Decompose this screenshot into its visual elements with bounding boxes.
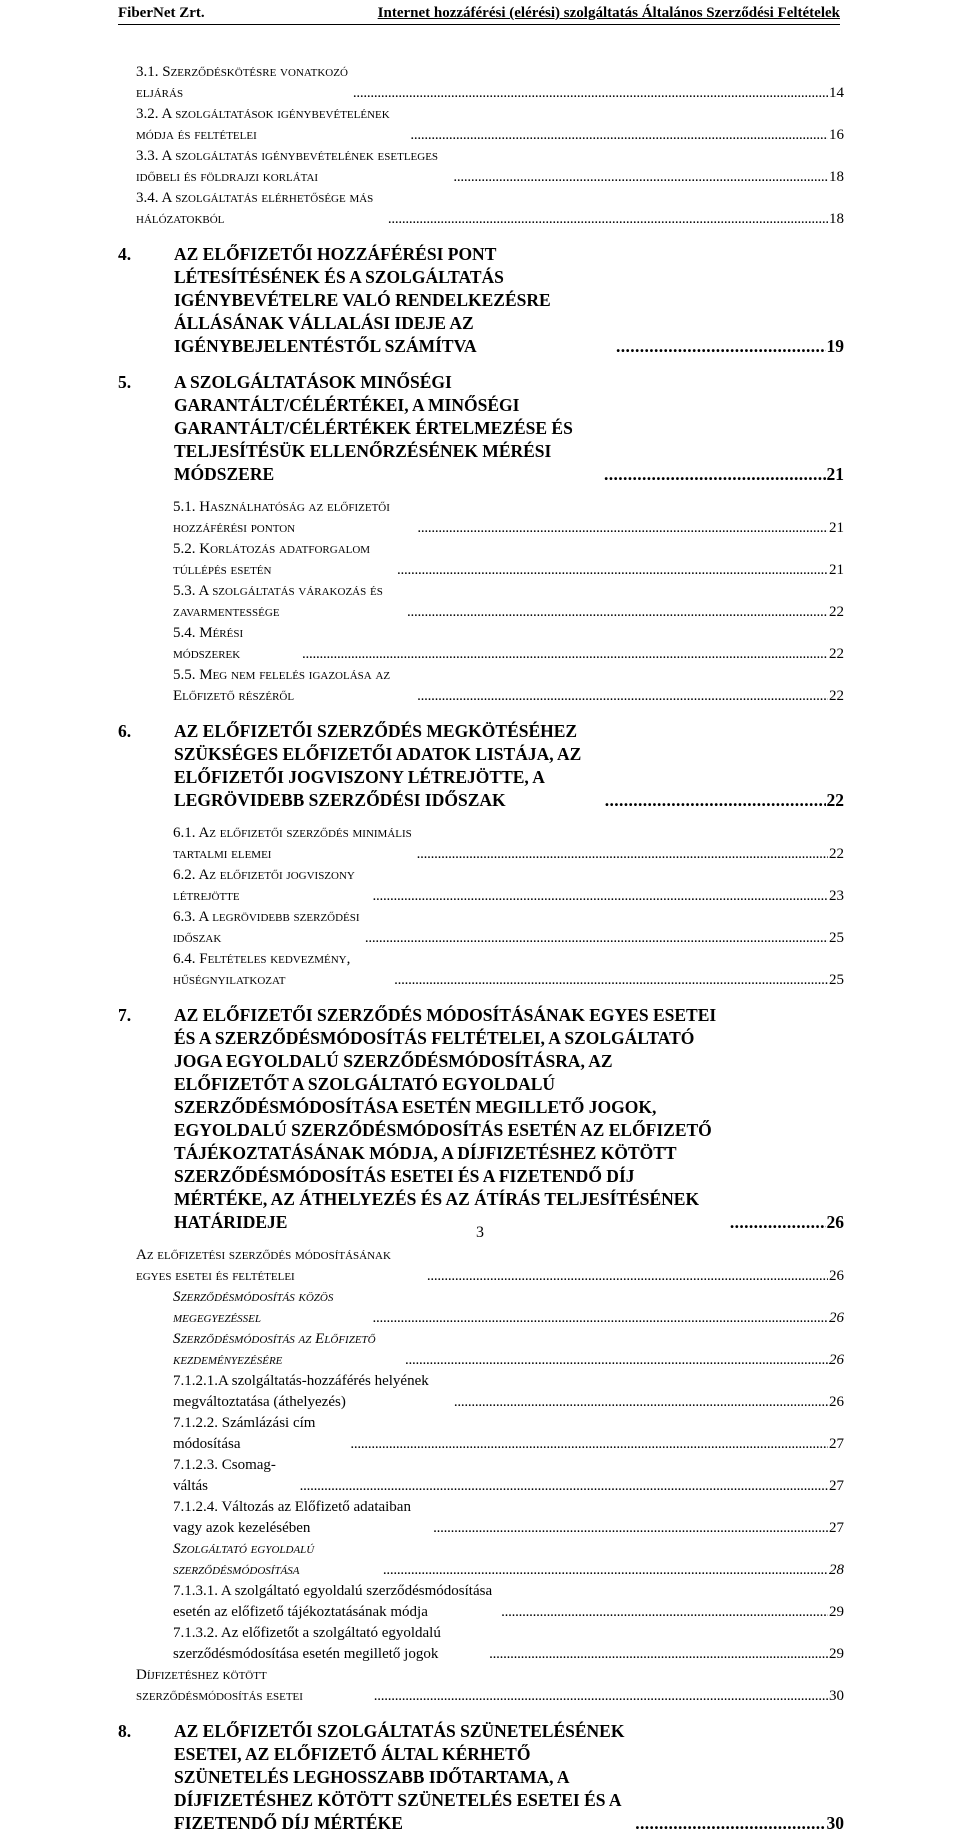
toc-entry-text: AZ ELŐFIZETŐI SZERZŐDÉS MEGKÖTÉSÉHEZ SZÜKSÉGES ELŐFIZETŐI ADATOK LISTÁJA, AZ ELŐFIZETŐI JOGVISZONY LÉTREJÖTTE, A LEGRÖVIDEBB SZERZŐDÉSI IDŐSZAK xyxy=(174,721,582,810)
toc-entry-text: 7.1.2.1.A szolgáltatás-hozzáférés helyének megváltoztatása (áthelyezés) xyxy=(173,1373,429,1410)
toc-entry-page: 21 xyxy=(826,464,844,484)
toc-entry[interactable] xyxy=(118,1720,844,1835)
toc-entry-text: 7.1.2.3. Csomag-váltás xyxy=(173,1457,276,1494)
toc-entry-title xyxy=(173,865,373,907)
toc-entry-title xyxy=(136,1245,427,1287)
toc-entry-page: 30 xyxy=(826,1813,844,1833)
toc-entry-text: 7.1.2.2. Számlázási cím módosítása xyxy=(173,1415,316,1452)
toc-entry-text: AZ ELŐFIZETŐI HOZZÁFÉRÉSI PONT LÉTESÍTÉSÉNEK ÉS A SZOLGÁLTATÁS IGÉNYBEVÉTELRE VALÓ RENDELKEZÉSRE ÁLLÁSÁNAK VÁLLALÁSI IDEJE AZ IGÉNYBEJELENTÉSTŐL SZÁMÍTVA xyxy=(174,244,551,356)
dot-leader xyxy=(383,1560,828,1581)
toc-entry-title xyxy=(136,146,453,188)
toc-entry-title xyxy=(173,823,417,865)
dot-leader xyxy=(501,1602,828,1623)
toc-entry-title xyxy=(173,1497,433,1539)
toc-entry-title xyxy=(173,1329,405,1371)
toc-entry-number: 3.3. xyxy=(136,148,159,164)
toc-entry[interactable] xyxy=(118,720,844,812)
dot-leader xyxy=(365,928,828,949)
toc-entry-number: 3.1. xyxy=(136,64,159,80)
dot-leader xyxy=(394,970,828,991)
toc-entry-page: 26 xyxy=(829,1352,844,1368)
toc-entry-text: Az előfizetői szerződés minimális tartalmi elemei xyxy=(173,825,412,862)
toc-entry-text: Meg nem felelés igazolása az Előfizető részéről xyxy=(173,667,391,704)
toc-entry-title xyxy=(136,104,410,146)
toc-entry-page: 26 xyxy=(829,1394,844,1410)
table-of-contents xyxy=(118,62,844,1846)
toc-entry-page: 26 xyxy=(829,1268,844,1284)
toc-entry-page: 22 xyxy=(829,688,844,704)
dot-leader xyxy=(372,1308,828,1329)
toc-entry-page: 18 xyxy=(829,211,844,227)
toc-entry[interactable] xyxy=(118,1665,844,1707)
dot-leader xyxy=(353,83,828,104)
toc-entry-page: 26 xyxy=(829,1310,844,1326)
toc-entry-number: 5. xyxy=(118,372,132,392)
dot-leader xyxy=(604,463,826,486)
toc-entry-page: 22 xyxy=(829,646,844,662)
toc-entry[interactable] xyxy=(118,623,844,665)
toc-entry-title xyxy=(173,665,417,707)
toc-entry[interactable] xyxy=(118,949,844,991)
toc-entry-page: 27 xyxy=(829,1478,844,1494)
toc-entry-title xyxy=(173,1623,489,1665)
dot-leader xyxy=(489,1644,828,1665)
toc-entry-title xyxy=(118,1004,730,1234)
toc-entry-page: 25 xyxy=(829,972,844,988)
toc-entry-title xyxy=(173,623,302,665)
toc-entry[interactable] xyxy=(118,539,844,581)
toc-entry[interactable] xyxy=(118,1455,844,1497)
toc-entry-text: Az előfizetési szerződés módosításának egyes esetei és feltételei xyxy=(136,1247,391,1284)
toc-entry-page: 27 xyxy=(829,1436,844,1452)
page-number: 3 xyxy=(476,1224,484,1241)
dot-leader xyxy=(417,518,828,539)
toc-entry-page: 28 xyxy=(829,1562,844,1578)
page-header xyxy=(118,4,840,24)
toc-entry-title xyxy=(173,1413,350,1455)
dot-leader xyxy=(374,1686,828,1707)
toc-entry-page: 26 xyxy=(826,1212,844,1232)
toc-entry-text: A szolgáltatás igénybevételének esetleges időbeli és földrajzi korlátai xyxy=(136,148,439,185)
toc-entry-page: 29 xyxy=(829,1604,844,1620)
toc-entry[interactable] xyxy=(118,823,844,865)
toc-entry-page: 16 xyxy=(829,127,844,143)
toc-entry-text: 7.1.2.4. Változás az Előfizető adataiban vagy azok kezelésében xyxy=(173,1499,411,1536)
toc-entry-page: 22 xyxy=(829,846,844,862)
toc-entry-number: 6.3. xyxy=(173,909,196,925)
toc-entry-title xyxy=(173,539,397,581)
toc-entry-number: 5.3. xyxy=(173,583,196,599)
toc-entry-text: Szerződésmódosítás közös megegyezéssel xyxy=(173,1289,334,1326)
toc-entry-number: 5.5. xyxy=(173,667,196,683)
dot-leader xyxy=(397,560,828,581)
toc-entry[interactable] xyxy=(118,1329,844,1371)
toc-entry-page: 22 xyxy=(829,604,844,620)
toc-entry[interactable] xyxy=(118,1245,844,1287)
toc-entry[interactable] xyxy=(118,1287,844,1329)
toc-entry-title xyxy=(173,1371,454,1413)
dot-leader xyxy=(605,789,826,812)
dot-leader xyxy=(388,209,828,230)
toc-entry[interactable] xyxy=(118,907,844,949)
toc-entry-text: Korlátozás adatforgalom túllépés esetén xyxy=(173,541,371,578)
dot-leader xyxy=(417,844,828,865)
toc-entry-text: A legrövidebb szerződési időszak xyxy=(173,909,360,946)
dot-leader xyxy=(350,1434,828,1455)
toc-entry[interactable] xyxy=(118,1497,844,1539)
toc-entry-page: 29 xyxy=(829,1646,844,1662)
toc-entry-text: 7.1.3.2. Az előfizetőt a szolgáltató egyoldalú szerződésmódosítása esetén megillető jogok xyxy=(173,1625,441,1662)
toc-entry[interactable] xyxy=(118,497,844,539)
toc-entry[interactable] xyxy=(118,371,844,486)
toc-entry-title xyxy=(173,1539,383,1581)
toc-entry[interactable] xyxy=(118,188,844,230)
toc-entry-title xyxy=(118,243,616,358)
dot-leader xyxy=(616,335,826,358)
header-rule xyxy=(118,24,840,25)
dot-leader xyxy=(635,1812,825,1835)
toc-entry-page: 25 xyxy=(829,930,844,946)
toc-entry-title xyxy=(136,188,388,230)
dot-leader xyxy=(417,686,828,707)
toc-entry-number: 3.2. xyxy=(136,106,159,122)
toc-entry-title xyxy=(173,1455,300,1497)
dot-leader xyxy=(453,167,828,188)
toc-entry[interactable] xyxy=(118,104,844,146)
toc-entry-title xyxy=(173,497,417,539)
toc-entry[interactable] xyxy=(118,1413,844,1455)
toc-entry[interactable] xyxy=(118,243,844,358)
toc-entry[interactable] xyxy=(118,865,844,907)
dot-leader xyxy=(405,1350,828,1371)
toc-entry-text: Díjfizetéshez kötött szerződésmódosítás esetei xyxy=(136,1667,303,1704)
toc-entry-title xyxy=(173,949,394,991)
dot-leader xyxy=(427,1266,828,1287)
toc-entry-page: 19 xyxy=(826,336,844,356)
toc-entry[interactable] xyxy=(118,1623,844,1665)
company-name: FiberNet Zrt. xyxy=(118,5,205,21)
toc-entry[interactable] xyxy=(118,1539,844,1581)
toc-entry-page: 21 xyxy=(829,520,844,536)
dot-leader xyxy=(433,1518,828,1539)
dot-leader xyxy=(373,886,828,907)
toc-entry-number: 5.1. xyxy=(173,499,196,515)
toc-entry-number: 6.4. xyxy=(173,951,196,967)
toc-entry-title xyxy=(136,62,353,104)
dot-leader xyxy=(407,602,828,623)
toc-entry-number: 5.2. xyxy=(173,541,196,557)
toc-entry-page: 14 xyxy=(829,85,844,101)
toc-entry-text: A SZOLGÁLTATÁSOK MINŐSÉGI GARANTÁLT/CÉLÉRTÉKEI, A MINŐSÉGI GARANTÁLT/CÉLÉRTÉKEK ÉRTELMEZÉSE ÉS TELJESÍTÉSÜK ELLENŐRZÉSÉNEK MÉRÉSI MÓDSZERE xyxy=(174,372,573,484)
toc-entry-title xyxy=(173,1287,372,1329)
toc-entry-title xyxy=(118,720,605,812)
dot-leader xyxy=(410,125,828,146)
toc-entry-text: Szerződéskötésre vonatkozó eljárás xyxy=(136,64,348,101)
toc-entry-text: A szolgáltatások igénybevételének módja és feltételei xyxy=(136,106,390,143)
toc-entry-title xyxy=(173,581,407,623)
toc-entry-text: Használhatóság az előfizetői hozzáférési ponton xyxy=(173,499,390,536)
toc-entry-text: Az előfizetői jogviszony létrejötte xyxy=(173,867,355,904)
toc-entry-number: 8. xyxy=(118,1721,132,1741)
toc-entry-page: 18 xyxy=(829,169,844,185)
toc-entry-number: 6.2. xyxy=(173,867,196,883)
toc-entry-title xyxy=(118,371,604,486)
toc-entry[interactable] xyxy=(118,146,844,188)
toc-entry-title xyxy=(136,1665,374,1707)
toc-entry-text: 7.1.3.1. A szolgáltató egyoldalú szerződésmódosítása esetén az előfizető tájékoztatásának módja xyxy=(173,1583,493,1620)
toc-entry-number: 6.1. xyxy=(173,825,196,841)
toc-entry-title xyxy=(118,1720,635,1835)
toc-entry-number: 6. xyxy=(118,721,132,741)
toc-entry-text: A szolgáltatás várakozás és zavarmentessége xyxy=(173,583,383,620)
toc-entry-text: AZ ELŐFIZETŐI SZOLGÁLTATÁS SZÜNETELÉSÉNEK ESETEI, AZ ELŐFIZETŐ ÁLTAL KÉRHETŐ SZÜNETELÉS LEGHOSSZABB IDŐTARTAMA, A DÍJFIZETÉSHEZ KÖTÖTT SZÜNETELÉS ESETEI ÉS A FIZETENDŐ DÍJ MÉRTÉKE xyxy=(174,1721,625,1833)
toc-entry[interactable] xyxy=(118,665,844,707)
toc-entry-number: 5.4. xyxy=(173,625,196,641)
toc-entry[interactable] xyxy=(118,1371,844,1413)
toc-entry-page: 23 xyxy=(829,888,844,904)
toc-entry-page: 30 xyxy=(829,1688,844,1704)
toc-entry[interactable] xyxy=(118,581,844,623)
toc-entry-title xyxy=(173,907,365,949)
toc-entry-page: 27 xyxy=(829,1520,844,1536)
dot-leader xyxy=(300,1476,828,1497)
dot-leader xyxy=(302,644,828,665)
toc-entry[interactable] xyxy=(118,1581,844,1623)
toc-entry-page: 22 xyxy=(826,790,844,810)
toc-entry-number: 4. xyxy=(118,244,132,264)
toc-entry-page: 21 xyxy=(829,562,844,578)
toc-entry[interactable] xyxy=(118,62,844,104)
toc-entry-text: Szerződésmódosítás az Előfizető kezdeményezésére xyxy=(173,1331,376,1368)
toc-entry-text: Feltételes kedvezmény, hűségnyilatkozat xyxy=(173,951,351,988)
toc-entry[interactable] xyxy=(118,1004,844,1234)
toc-entry-text: AZ ELŐFIZETŐI SZERZŐDÉS MÓDOSÍTÁSÁNAK EGYES ESETEI ÉS A SZERZŐDÉSMÓDOSÍTÁS FELTÉTELEI, A SZOLGÁLTATÓ JOGA EGYOLDALÚ SZERZŐDÉSMÓDOSÍTÁSRA, AZ ELŐFIZETŐT A SZOLGÁLTATÓ EGYOLDALÚ SZERZŐDÉSMÓDOSÍTÁSA ESETÉN MEGILLETŐ JOGOK, EGYOLDALÚ SZERZŐDÉSMÓDOSÍTÁS ESETÉN AZ ELŐFIZETŐ TÁJÉKOZTATÁSÁNAK MÓDJA, A DÍJFIZETÉSHEZ KÖTÖTT SZERZŐDÉSMÓDOSÍTÁS ESETEI ÉS A FIZETENDŐ DÍJ MÉRTÉKE, AZ ÁTHELYEZÉS ÉS AZ ÁTÍRÁS TELJESÍTÉSÉNEK HATÁRIDEJE xyxy=(174,1005,717,1232)
toc-entry-text: Mérési módszerek xyxy=(173,625,244,662)
dot-leader xyxy=(454,1392,828,1413)
toc-entry-number: 7. xyxy=(118,1005,132,1025)
toc-entry-title xyxy=(173,1581,501,1623)
toc-entry-text: A szolgáltatás elérhetősége más hálózatokból xyxy=(136,190,374,227)
toc-entry-text: Szolgáltató egyoldalú szerződésmódosítása xyxy=(173,1541,315,1578)
toc-entry-number: 3.4. xyxy=(136,190,159,206)
document-title: Internet hozzáférési (elérési) szolgáltatás Általános Szerződési Feltételek xyxy=(377,5,840,21)
